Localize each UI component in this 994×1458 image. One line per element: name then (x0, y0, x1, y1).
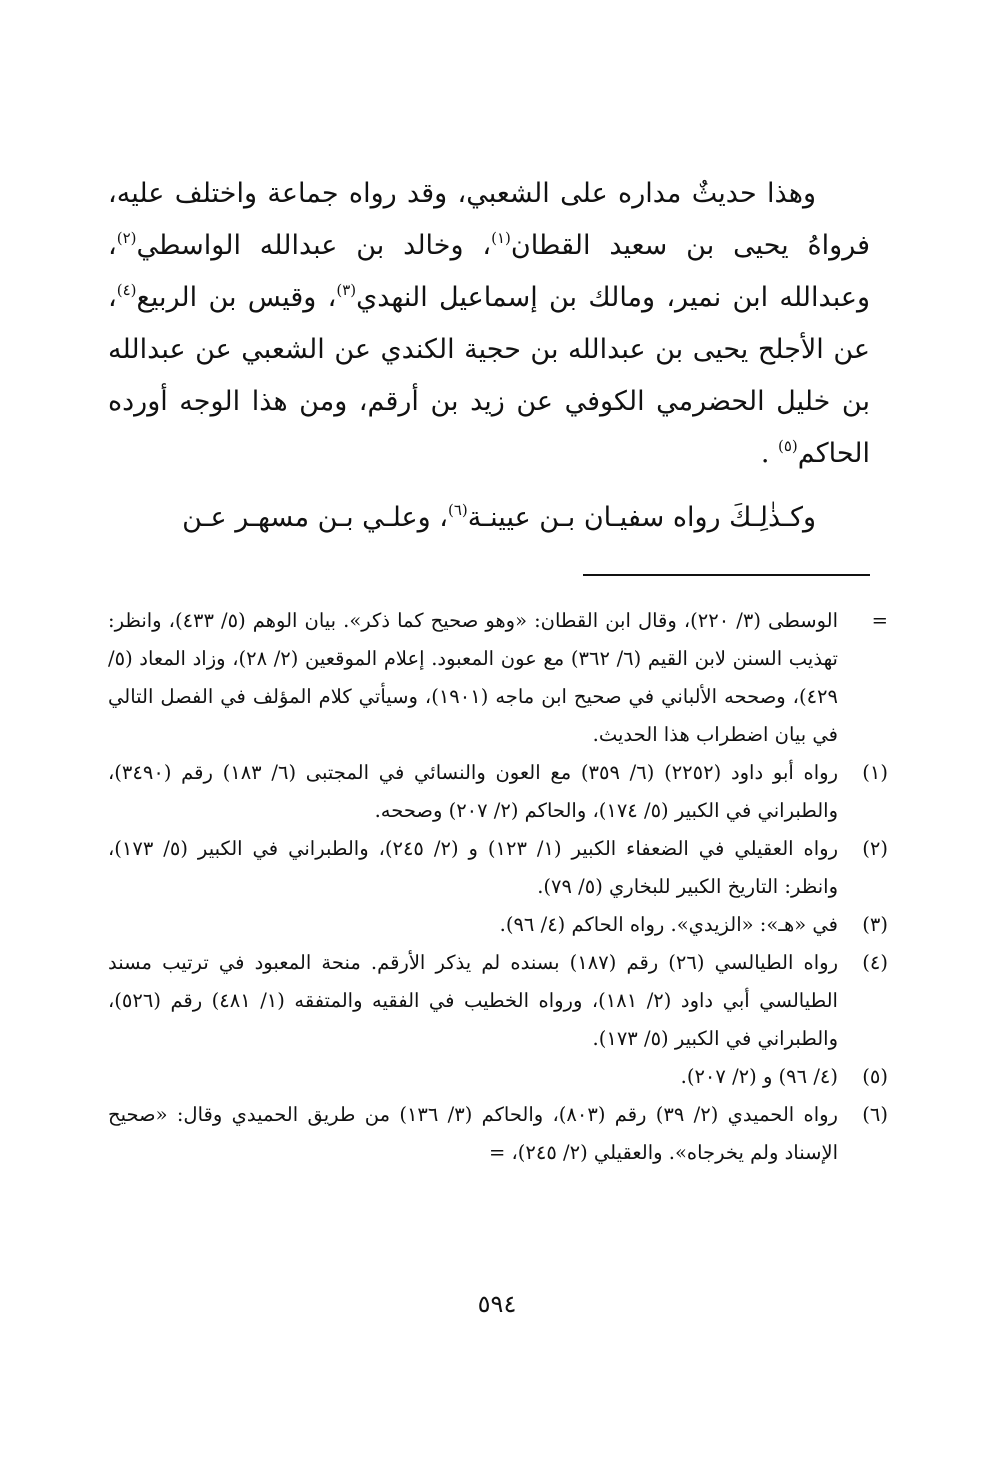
paragraph-1 (108, 168, 870, 480)
footnote-3 (108, 906, 888, 944)
footnote-ref-3: (٣) (336, 280, 357, 299)
text-segment: وكـذٰلِـكَ رواه سفيـان بـن عيينـة (467, 502, 816, 533)
text-segment: ، وعلـي بـن مسهـر عـن (182, 502, 448, 533)
footnote-2 (108, 830, 888, 906)
footnotes (108, 602, 888, 1172)
text-segment: وهذا حديثٌ مداره على الشعبي، وقد رواه جماعة واختلف عليه، فرواهُ يحيى بن سعيد القطان (108, 178, 871, 261)
footnote-marker: (٦) (862, 1103, 888, 1126)
footnote-5 (108, 1058, 888, 1096)
footnote-marker: (٢) (862, 837, 888, 860)
footnote-text: (٤/ ٩٦) و (٢/ ٢٠٧). (680, 1065, 838, 1088)
text-segment: ، وقيس بن الربيع (136, 282, 337, 313)
text-segment: ، وخالد بن عبدالله الواسطي (136, 230, 492, 261)
main-text (108, 168, 870, 544)
footnote-text: رواه الطيالسي (٢٦) رقم (١٨٧) بسنده لم يذكر الأرقم. منحة المعبود في ترتيب مسند الطيالسي أبي داود (٢/ ١٨١)، ورواه الخطيب في الفقيه والمتفقه (١/ ٤٨١) رقم (٥٢٦)، والطبراني في الكبير (٥/ ١٧٣). (108, 951, 838, 1050)
text-segment: ، وعبدالله ابن نمير، ومالك بن إسماعيل النهدي (108, 230, 870, 313)
footnote-ref-2: (٢) (116, 228, 137, 247)
footnote-ref-4: (٤) (116, 280, 137, 299)
footnote-1 (108, 754, 888, 830)
footnote-ref-1: (١) (491, 228, 511, 247)
footnote-text: رواه العقيلي في الضعفاء الكبير (١/ ١٢٣) و (٢/ ٢٤٥)، والطبراني في الكبير (٥/ ١٧٣)، وانظر: التاريخ الكبير للبخاري (٥/ ٧٩). (108, 837, 838, 898)
page-number: ٥٩٤ (477, 1290, 517, 1318)
footnote-divider (583, 574, 870, 576)
footnote-ref-6: (٦) (447, 500, 468, 519)
paragraph-2 (108, 492, 870, 544)
text-segment: ، عن الأجلح يحيى بن عبدالله بن حجية الكندي عن الشعبي عن عبدالله بن خليل الحضرمي الكوفي عن زيد بن أرقم، ومن هذا الوجه أورده الحاكم (108, 282, 870, 469)
footnote-marker: = (871, 609, 888, 632)
footnote-marker: (١) (862, 761, 888, 784)
footnote-text: رواه الحميدي (٢/ ٣٩) رقم (٨٠٣)، والحاكم (٣/ ١٣٦) من طريق الحميدي وقال: «صحيح الإسناد ولم يخرجاه». والعقيلي (٢/ ٢٤٥)، = (108, 1103, 838, 1164)
footnote-6 (108, 1096, 888, 1172)
footnote-4 (108, 944, 888, 1058)
footnote-ref-5: (٥) (778, 436, 798, 455)
footnote-text: رواه أبو داود (٢٢٥٢) (٦/ ٣٥٩) مع العون والنسائي في المجتبى (٦/ ١٨٣) رقم (٣٤٩٠)، والطبراني في الكبير (٥/ ١٧٤)، والحاكم (٢/ ٢٠٧) وصححه. (108, 761, 838, 822)
footnote-marker: (٣) (862, 913, 888, 936)
footnote-text: الوسطى (٣/ ٢٢٠)، وقال ابن القطان: «وهو صحيح كما ذكر». بيان الوهم (٥/ ٤٣٣)، وانظر: تهذيب السنن لابن القيم (٦/ ٣٦٢) مع عون المعبود. إعلام الموقعين (٢/ ٢٨)، وزاد المعاد (٥/ ٤٢٩)، وصححه الألباني في صحيح ابن ماجه (١٩٠١)، وسيأتي كلام المؤلف في الفصل التالي في بيان اضطراب هذا الحديث. (108, 609, 839, 746)
footnote-marker: (٥) (862, 1065, 888, 1088)
footnote-continued (108, 602, 888, 754)
text-segment: . (760, 438, 778, 469)
footnote-text: في «هـ»: «الزيدي». رواه الحاكم (٤/ ٩٦). (499, 913, 838, 936)
footnote-marker: (٤) (862, 951, 888, 974)
